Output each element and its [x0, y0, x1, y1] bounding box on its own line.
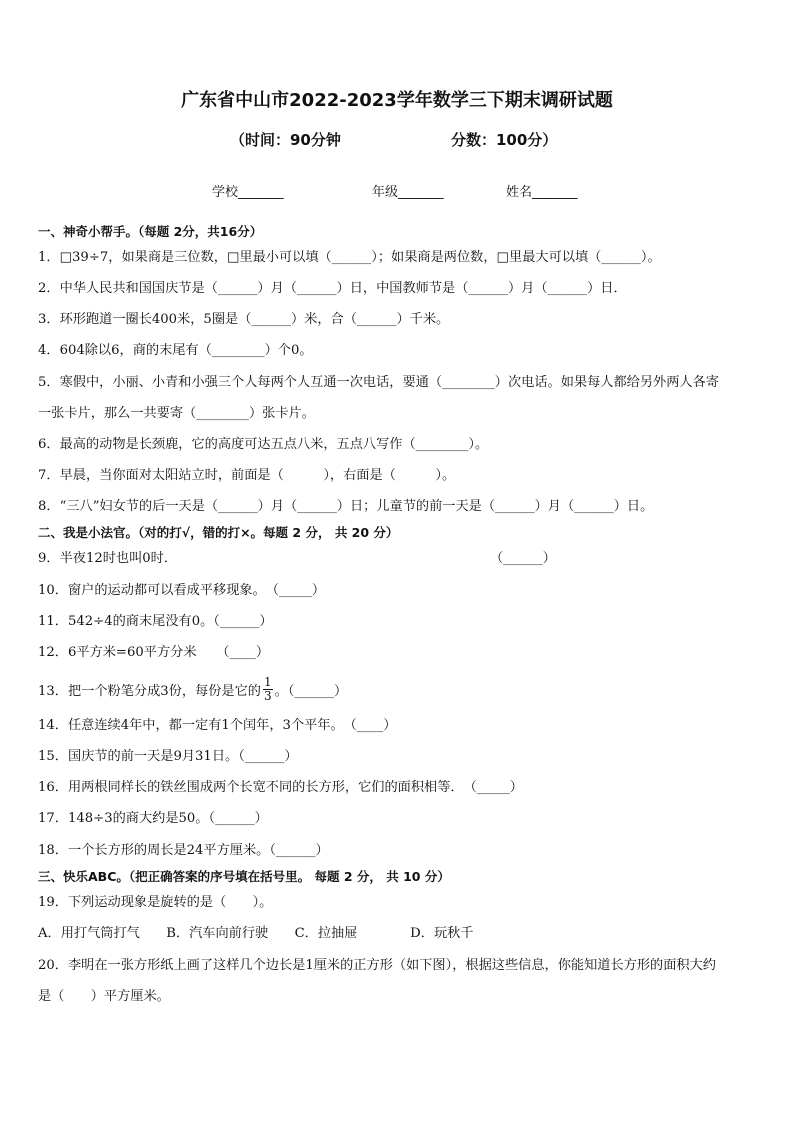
question-14: 14．任意连续4年中，都一定有1个闰年，3个平年。 （____） — [38, 718, 397, 733]
question-13-text: 13．把一个粉笔分成3份，每份是它的 — [38, 684, 261, 699]
question-20-line-1: 20．李明在一张方形纸上画了这样几个边长是1厘米的正方形（如下图），根据这些信息，你能知道长方形的面积大约 — [38, 958, 716, 973]
question-19: 19．下列运动现象是旋转的是（ ）。 — [38, 895, 273, 910]
question-16: 16．用两根同样长的铁丝围成两个长宽不同的长方形，它们的面积相等． （_____） — [38, 780, 523, 795]
question-15: 15．国庆节的前一天是9月31日。（______） — [38, 749, 298, 764]
question-17: 17．148÷3的商大约是50。（______） — [38, 811, 268, 826]
question-5-line-1: 5．寒假中，小丽、小青和小强三个人每两个人互通一次电话，要通（________）次电话。如果每人都给另外两人各寄 — [38, 375, 719, 390]
school-field[interactable]: 学校_______ — [212, 185, 284, 200]
question-4: 4．604除以6，商的末尾有（________）个0。 — [38, 343, 313, 358]
question-11: 11．542÷4的商末尾没有0。（______） — [38, 614, 273, 629]
question-8: 8．“三八”妇女节的后一天是（______）月（______）日；儿童节的前一天是（______）月（______）日。 — [38, 499, 654, 514]
exam-title: 广东省中山市2022-2023学年数学三下期末调研试题 — [181, 90, 613, 111]
fraction-one-third — [263, 676, 273, 703]
question-2: 2．中华人民共和国国庆节是（______）月（______）日，中国教师节是（______）月（______）日． — [38, 281, 627, 296]
section-heading-3: 三、快乐ABC。（把正确答案的序号填在括号里。 每题 2 分， 共 10 分） — [38, 869, 450, 884]
fraction-denominator: 3 — [263, 689, 272, 703]
total-score: 分数：100分） — [451, 131, 558, 149]
question-19-options: A．用打气筒打气 B．汽车向前行驶 C．拉抽屉 D．玩秋千 — [38, 926, 474, 941]
name-field[interactable]: 姓名_______ — [506, 185, 578, 200]
grade-field[interactable]: 年级_______ — [372, 185, 444, 200]
section-heading-1: 一、神奇小帮手。（每题 2分，共16分） — [38, 224, 263, 239]
question-6: 6．最高的动物是长颈鹿，它的高度可达五点八米，五点八写作（________）。 — [38, 437, 489, 452]
fraction-numerator: 1 — [263, 675, 272, 689]
question-13-answer-blank: 。（______） — [274, 684, 348, 699]
question-12: 12．6平方米=60平方分米 （____） — [38, 645, 270, 660]
question-1: 1．□39÷7，如果商是三位数，□里最小可以填（______）；如果商是两位数，□里最大可以填（______）。 — [38, 250, 661, 265]
question-20-line-2: 是（ ）平方厘米。 — [38, 989, 170, 1004]
question-7: 7．早晨，当你面对太阳站立时，前面是（ ），右面是（ ）。 — [38, 468, 456, 483]
question-5-line-2: 一张卡片，那么一共要寄（________）张卡片。 — [38, 406, 315, 421]
question-9: 9．半夜12时也叫0时． — [38, 551, 178, 566]
question-3: 3．环形跑道一圈长400米，5圈是（______）米，合（______）千米。 — [38, 312, 450, 327]
question-18: 18．一个长方形的周长是24平方厘米。（______） — [38, 843, 329, 858]
time-limit: （时间：90分钟 — [230, 131, 341, 149]
question-10: 10．窗户的运动都可以看成平移现象。 （_____） — [38, 583, 326, 598]
section-heading-2: 二、我是小法官。（对的打√，错的打×。每题 2 分， 共 20 分） — [38, 525, 399, 540]
question-9-answer-blank: （______） — [490, 551, 556, 566]
question-13 — [38, 675, 348, 705]
